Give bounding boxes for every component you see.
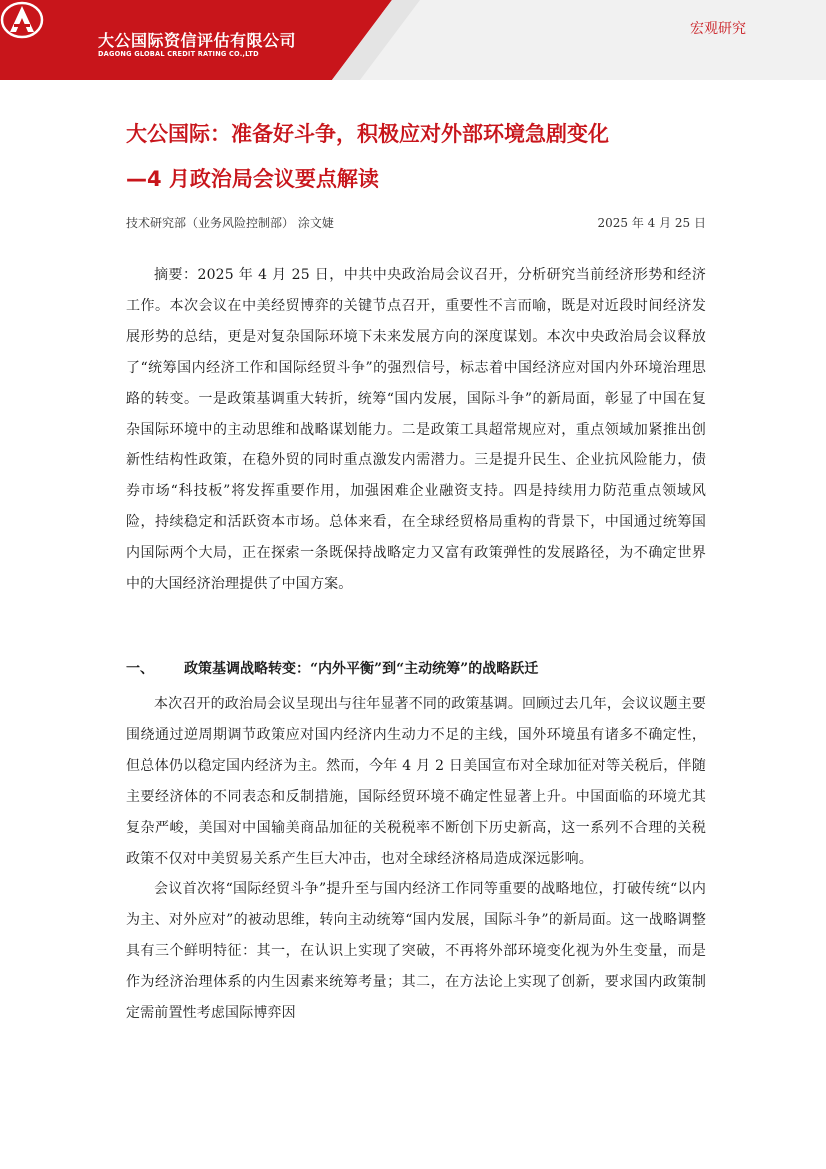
dagong-logo-icon [0, 0, 44, 40]
section-number: 一、 [126, 661, 154, 677]
abstract-block [126, 260, 706, 600]
document-subtitle: —4 月政治局会议要点解读 [126, 167, 379, 191]
section-body [126, 689, 706, 1029]
page-header [0, 0, 826, 80]
company-name-en: DAGONG GLOBAL CREDIT RATING CO.,LTD [98, 50, 259, 58]
body-paragraph-1: 本次召开的政治局会议呈现出与往年显著不同的政策基调。回顾过去几年，会议议题主要围绕通过逆周期调节政策应对国内经济内生动力不足的主线，国外环境虽有诸多不确定性，但总体仍以稳定国内经济为主。然而，今年 4 月 2 日美国宣布对全球加征对等关税后，伴随主要经济体的不同表态和反制措施，国际经贸环境不确定性显著上升。中国面临的环境尤其复杂严峻，美国对中国输美商品加征的关税税率不断创下历史新高，这一系列不合理的关税政策不仅对中美贸易关系产生巨大冲击，也对全球经济格局造成深远影响。 [126, 696, 706, 867]
author-line: 技术研究部（业务风险控制部） 涂文婕 [126, 216, 334, 230]
body-paragraph-2: 会议首次将“国际经贸斗争”提升至与国内经济工作同等重要的战略地位，打破传统“以内为主、对外应对”的被动思维，转向主动统筹“国内发展，国际斗争”的新局面。这一战略调整具有三个鲜明特征：其一，在认识上实现了突破，不再将外部环境变化视为外生变量，而是作为经济治理体系的内生因素来统筹考量；其二，在方法论上实现了创新，要求国内政策制定需前置性考虑国际博弈因 [126, 881, 706, 1022]
abstract-paragraph: 摘要：2025 年 4 月 25 日，中共中央政治局会议召开，分析研究当前经济形势和经济工作。本次会议在中美经贸博弈的关键节点召开，重要性不言而喻，既是对近段时间经济发展形势的总结，更是对复杂国际环境下未来发展方向的深度谋划。本次中央政治局会议释放了“统筹国内经济工作和国际经贸斗争”的强烈信号，标志着中国经济应对国内外环境治理思路的转变。一是政策基调重大转折，统筹“国内发展，国际斗争”的新局面，彰显了中国在复杂国际环境中的主动思维和战略谋划能力。二是政策工具超常规应对，重点领域加紧推出创新性结构性政策，在稳外贸的同时重点激发内需潜力。三是提升民生、企业抗风险能力，债券市场“科技板”将发挥重要作用，加强困难企业融资支持。四是持续用力防范重点领域风险，持续稳定和活跃资本市场。总体来看，在全球经贸格局重构的背景下，中国通过统筹国内国际两个大局，正在探索一条既保持战略定力又富有政策弹性的发展路径，为不确定世界中的大国经济治理提供了中国方案。 [126, 267, 706, 593]
company-name-cn: 大公国际资信评估有限公司 [98, 31, 297, 50]
publish-date: 2025 年 4 月 25 日 [597, 216, 706, 230]
section-heading [126, 658, 538, 678]
document-title: 大公国际：准备好斗争，积极应对外部环境急剧变化 [126, 122, 609, 146]
section-heading-text: 政策基调战略转变：“内外平衡”到“主动统筹”的战略跃迁 [184, 661, 539, 677]
section-label: 宏观研究 [690, 21, 746, 37]
